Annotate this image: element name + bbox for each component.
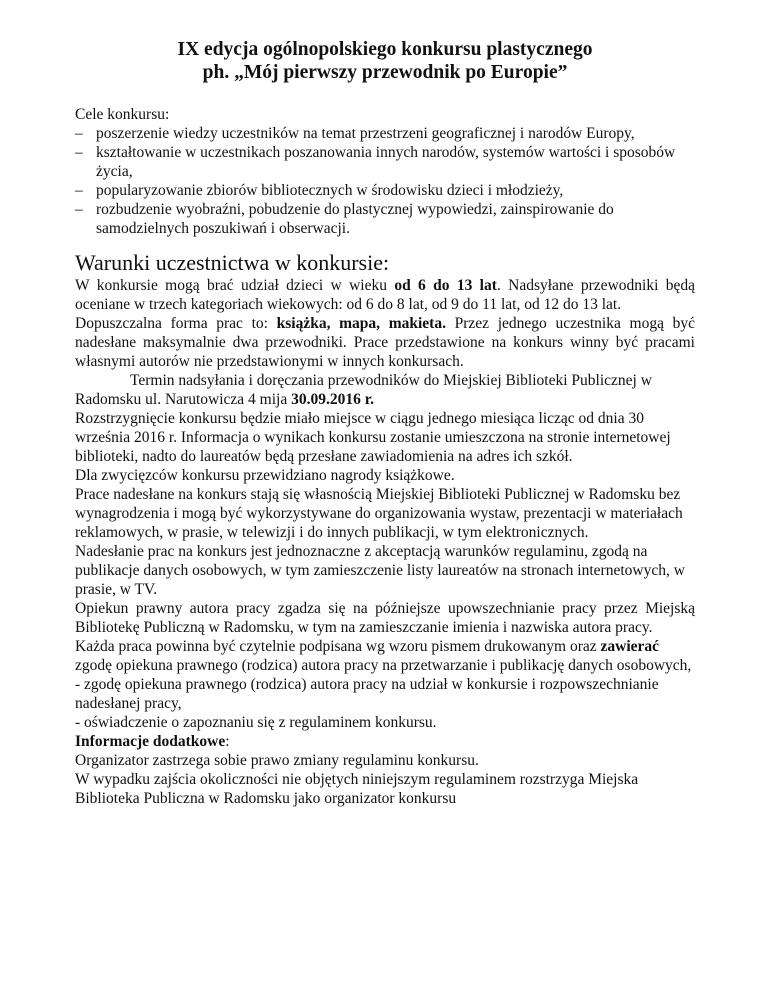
goal-item: – popularyzowanie zbiorów bibliotecznych w środowisku dzieci i młodzieży, [75, 181, 695, 200]
title-line-2: ph. „Mój pierwszy przewodnik po Europie” [202, 62, 568, 83]
goals-list [75, 124, 695, 238]
paragraph-prizes: Dla zwycięzców konkursu przewidziano nagrody książkowe. [75, 467, 455, 484]
conditions-heading: Warunki uczestnictwa w konkursie: [75, 250, 390, 275]
paragraph-results: Rozstrzygnięcie konkursu będzie miało miejsce w ciągu jednego miesiąca licząc od dnia 30 września 2016 r. Informacja o wynikach konkursu zostanie umieszczona na stronie internetowej biblioteki, nadto do laureatów będą przesłane zawiadomienia na adres ich szkół. [75, 410, 671, 465]
info-heading: Informacje dodatkowe: [75, 733, 230, 750]
paragraph-organizer: W wypadku zajścia okoliczności nie objętych niniejszym regulaminem rozstrzyga Miejska Biblioteka Publiczna w Radomsku jako organizator konkursu [75, 771, 639, 807]
goals-label: Cele konkursu: [75, 106, 170, 123]
paragraph-consent: - zgodę opiekuna prawnego (rodzica) autora pracy na udział w konkursie i rozpowszechnianie nadesłanej pracy, [75, 676, 659, 712]
paragraph-ownership: Prace nadesłane na konkurs stają się własnością Miejskiej Biblioteki Publicznej w Radomsku bez wynagrodzenia i mogą być wykorzystywane do organizowania wystaw, prezentacji w materiałach reklamowych, w prasie, w telewizji i do innych publikacji, w tym elektronicznych. [75, 486, 683, 541]
goal-item: – kształtowanie w uczestnikach poszanowania innych narodów, systemów wartości i sposobów życia, [75, 143, 695, 181]
goal-item: – rozbudzenie wyobraźni, pobudzenie do plastycznej wypowiedzi, zainspirowanie do samodzielnych poszukiwań i obserwacji. [75, 200, 695, 238]
paragraph-form: Dopuszczalna forma prac to: książka, mapa, makieta. Przez jednego uczestnika mogą być nadesłane maksymalnie dwa przewodniki. Prace przedstawione na konkurs winny być pracami własnymi autorów nie przedstawionymi w innych konkursach. [75, 315, 696, 370]
paragraph-age: W konkursie mogą brać udział dzieci w wieku od 6 do 13 lat. Nadsyłane przewodniki będą oceniane w trzech kategoriach wiekowych: od 6 do 8 lat, od 9 do 11 lat, od 12 do 13 lat. [75, 277, 695, 313]
paragraph-guardian: Opiekun prawny autora pracy zgadza się na późniejsze upowszechnianie pracy przez Miejską Bibliotekę Publiczną w Radomsku, w tym na zamieszczanie imienia i nazwiska autora pracy. [75, 600, 695, 636]
document-title [75, 38, 695, 84]
goal-item: – poszerzenie wiedzy uczestników na temat przestrzeni geograficznej i narodów Europy, [75, 124, 695, 143]
paragraph-acceptance: Nadesłanie prac na konkurs jest jednoznaczne z akceptacją warunków regulaminu, zgodą na publikacje danych osobowych, w tym zamieszczenie listy laureatów na stronach internetowych, w prasie, w TV. [75, 543, 685, 598]
paragraph-deadline: Termin nadsyłania i doręczania przewodników do Miejskiej Biblioteki Publicznej w Radomsku ul. Narutowicza 4 mija 30.09.2016 r. [75, 372, 652, 408]
title-line-1: IX edycja ogólnopolskiego konkursu plastycznego [177, 39, 593, 60]
paragraph-signature: Każda praca powinna być czytelnie podpisana wg wzoru pismem drukowanym oraz zawierać zgodę opiekuna prawnego (rodzica) autora pracy na przetwarzanie i publikację danych osobowych, [75, 638, 692, 674]
document-page [75, 38, 695, 808]
paragraph-statement: - oświadczenie o zapoznaniu się z regulaminem konkursu. [75, 714, 437, 731]
paragraph-changes: Organizator zastrzega sobie prawo zmiany regulaminu konkursu. [75, 752, 479, 769]
